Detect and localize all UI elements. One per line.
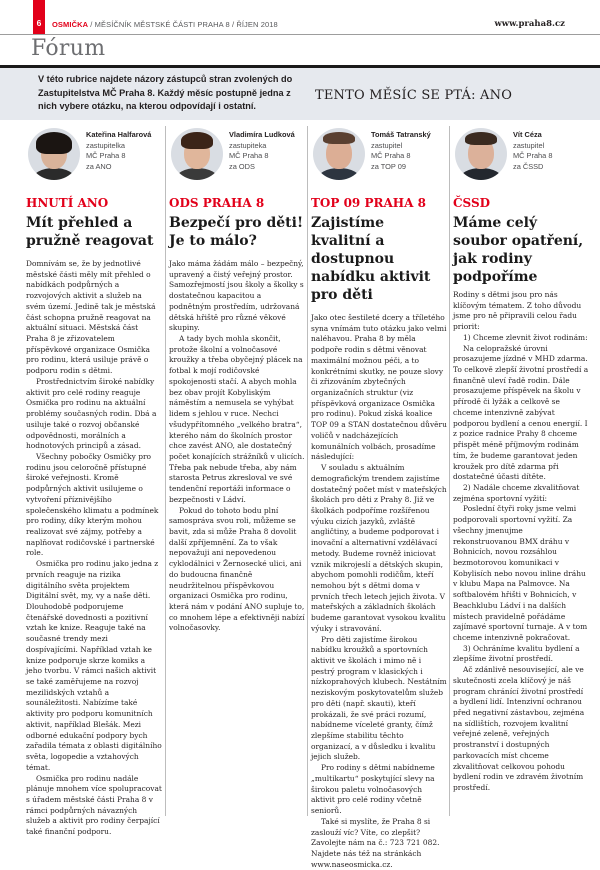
paragraph: 3) Ochráníme kvalitu bydlení a zlepšíme životní prostředí. (453, 643, 580, 664)
author-block (169, 126, 305, 184)
author-role: zastupitelka (86, 140, 126, 150)
author-info (513, 130, 552, 172)
website-link[interactable]: www.praha8.cz (494, 19, 565, 29)
headline: Bezpečí pro děti! Je to málo? (169, 215, 304, 249)
author-info (371, 130, 431, 172)
paragraph: Na celopražské úrovni prosazujeme jízdné v MHD zdarma. To celkově zlepší životní prostředí a finančně uleví řadě rodin. Dále prosazujeme příspěvek na školu v přírodě či lyžák a celkově se chceme intenzivně zabývat podporou bydlení a cenou energií. I z pozice radnice Prahy 8 chceme přispět méně příjmovým rodinám tím, že budeme garantovat jeden kroužek pro dítě zdarma při dostatečné účasti dítěte. (453, 343, 589, 482)
page-number: 6 (36, 18, 42, 28)
headline: Mít přehled a pružně reagovat (26, 215, 154, 249)
author-party: za ČSSD (513, 161, 544, 171)
author-party: za ANO (86, 161, 112, 171)
author-info (86, 130, 151, 172)
author-party: za TOP 09 (371, 161, 406, 171)
author-role: zastupiteka (229, 140, 267, 150)
header-divider (0, 34, 600, 35)
paragraph: Ač zdánlivě nesouvisející, ale ve skutečnosti zcela klíčový je náš program chránící životní prostředí a bydlení lidí. Intenzivní ochranou před negativní zástavbou, zejména na sídlištích, rozvojem kvalitní veřejné zeleně, veřejných prostranství i dostupných parkovacích míst chceme zkvalitňovat celkovou pohodu bydlení rodin ve zdravém životním prostředí. (453, 665, 585, 793)
section-title: Fórum (31, 36, 106, 61)
paragraph: 2) Nadále chceme zkvalitňovat zejména sportovní vyžití: (453, 482, 580, 503)
paragraph: Osmička pro rodinu nadále plánuje mnohem více spolupracovat s úřadem městské části Praha 8 v rámci podpůrných návazných služeb a aktivit pro rodiny čerpající také finanční podporu. (26, 773, 162, 837)
column-divider (449, 126, 450, 816)
paragraph: A tady bych mohla skončit, protože školní a volnočasové kroužky a třeba obyčejný plácek na fotbal k mojí rodičovské spokojenosti stačí. A abych mohla bez obav projít Kobyliským náměstím a nemusela se vyhýbat lidem s jehlou v ruce. Nechci všudypřítomného „velkého bratra“, kterého nám do školních prostor chce zavést ANO, ale dostatečný počet konajících strážníků v ulicích. Třeba pak nebude třeba, aby nám starosta Petrus zkresloval ve své tendenční reportáži informace o bezpečnosti v Ládví. (169, 334, 305, 504)
paragraph: Poslední čtyři roky jsme velmi podporovali sportovní vyžití. Za všechny jmenujme rekonstruovanou BMX dráhu v Bohnicích, novou rozsáhlou bezmotorovou komunikaci v Kobylisích nebo novou inline dráhu v klubu Mapa na Palmovce. Na softbalovém hřišti v Bohnicích, v Beachklubu Ládví i na dalších místech pravidelně pořádáme zajímavé sportovní turnaje. A v tom chceme intenzivně pokračovat. (453, 504, 588, 642)
party-name: HNUTÍ ANO (26, 196, 109, 210)
paragraph: Pokud do tohoto bodu plní samospráva svou roli, můžeme se bavit, zda si může Praha 8 dovolit další zpříjemnění. Za to však nepovažuji ani nepovedenou cyklodálnici v Žernosecké ulici, ani do budoucna finančně neudržitelnou příspěvkovou organizaci Osmička pro rodinu, která nám v podání ANO supluje to, co mnohem lépe a efektivněji nabízí volnočasovky. (169, 505, 305, 633)
author-body: MČ Praha 8 (371, 151, 411, 160)
this-month-question-owner: TENTO MĚSÍC SE PTÁ: ANO (315, 88, 513, 103)
author-body: MČ Praha 8 (513, 151, 553, 160)
article-body (169, 259, 305, 634)
author-name: Vít Céza (513, 130, 542, 139)
party-name: ČSSD (453, 196, 491, 210)
paragraph: Prostřednictvím široké nabídky aktivit pro celé rodiny reaguje Osmička pro rodinu na aktuální problémy současných rodin. Dbá a usiluje také o rozvoj občanské odpovědnosti, morálních a hodnotových principů a zásad. (26, 376, 157, 451)
author-body: MČ Praha 8 (229, 151, 269, 160)
author-body: MČ Praha 8 (86, 151, 126, 160)
author-party: za ODS (229, 161, 255, 171)
author-block (311, 126, 447, 184)
paragraph: 1) Chceme zlevnit život rodinám: (463, 332, 588, 342)
column-divider (165, 126, 166, 816)
headline: Zajistíme kvalitní a dostupnou nabídku aktivit pro děti (311, 215, 431, 303)
author-photo (171, 128, 223, 180)
running-head (52, 20, 278, 29)
author-photo (28, 128, 80, 180)
article-body (26, 259, 162, 838)
author-block (453, 126, 589, 184)
intro-text: V této rubrice najdete názory zástupců stran zvolených do Zastupitelstva MČ Praha 8. Každý měsíc postupně jedna z nich vybere otázku, na kterou odpovídají i ostatní. (38, 74, 293, 112)
party-name: TOP 09 PRAHA 8 (311, 196, 426, 210)
paragraph: Jako máma žádám málo – bezpečný, upravený a čistý veřejný prostor. Samozřejmostí jsou školy a školky s dostatečnou kapacitou a podnětným prostředím, udržovaná dětská hřiště pro různé věkové skupiny. (169, 259, 304, 333)
opinion-column-cssd (453, 126, 589, 794)
paragraph: Všechny pobočky Osmičky pro rodinu jsou celoročně přístupné široké veřejnosti. Kromě podpůrných aktivit usilujeme o vytvoření příznivějšího společenského klimatu a podmínek pro rodiny, díky kterým mohou realizovat své zájmy, potřeby a naplňovat rodičovské i partnerské role. (26, 451, 159, 558)
opinion-column-ano (26, 126, 162, 838)
paragraph: Domnívám se, že by jednotlivé městské části měly mít přehled o nabídkách podpůrných a rozvojových aktivit a služeb na svém území. Jedině tak je městská část schopna pružně reagovat na aktuální situaci. Městská část Praha 8 je zřizovatelem příspěvkové organizace Osmička pro rodinu, která usiluje právě o podporu rodin s dětmi. (26, 259, 156, 376)
paragraph: V souladu s aktuálním demografickým trendem zajistíme dostatečný počet míst v mateřských školách pro děti z Prahy 8. Již ve školkách podpoříme rozšířenou výuku cizích jazyků, zvláště angličtiny, a budeme podporovat i inovační a alternativní vzdělávací metody. Budeme rovněž iniciovat vznik mikrojeslí a dětských skupin, abychom pomohli rodičům, kteří nemohou být s dětmi doma v prvních třech letech jejich života. V mateřských a základních školách budeme garantovat vysokou kvalitu výuky i stravování. (311, 463, 447, 633)
paragraph: Pro rodiny s dětmi nabídneme „multikartu“ poskytující slevy na širokou paletu volnočasových aktivit pro celé rodiny včetně seniorů. (311, 763, 435, 816)
paragraph: Jako otec šestileté dcery a tříletého syna vnímám tuto otázku jako velmi naléhavou. Praha 8 by měla podpoře rodin s dětmi věnovat maximální možnou péči, a to konkrétními skutky, ne pouze slovy či zřizováním zbytečných organizačních struktur (viz příspěvková organizace Osmička pro rodinu). Pokud získá koalice TOP 09 a STAN dostatečnou důvěru voličů v nadcházejících komunálních volbách, prosadíme následující: (311, 313, 447, 462)
author-role: zastupitel (513, 140, 545, 150)
author-block (26, 126, 162, 184)
paragraph: Pro děti zajistíme širokou nabídku kroužků a sportovních aktivit ve školách i mimo ně i pestrý program v klasických i nízkoprahových klubech. Nestátním neziskovým poskytovatelům služeb pro děti (např. skauti), kteří prokázali, že své práci rozumí, nabídneme víceleté granty, čímž zlepšíme stabilitu těchto organizací, a v důsledku i kvalitu jejich služeb. (311, 634, 447, 762)
author-info (229, 130, 295, 172)
magazine-brand: OSMIČKA (52, 20, 89, 29)
author-role: zastupitel (371, 140, 403, 150)
paragraph: Osmička pro rodinu jako jedna z prvních reaguje na rizika digitálního světa projektem Digitální svět, my, vy a naše děti. Dlouhodobě podporujeme čtenářské dovednosti a pozitivní vztah ke knize. Reaguje také na současné trendy mezi dospívajícími. Například vztah ke knize podporuje skrze komiks a jeho tvorbu. V rámci našich aktivit se také zaměřujeme na rozvoj mezilidských vztahů a sounáležitosti. Nabízíme také aktivity pro podporu komunitních aktivit, například Blešák. Mezi odborné edukační podpory bych zařadila témata z oblasti digitálního světa, logopedie a vztahových témat. (26, 559, 162, 772)
column-divider (307, 126, 308, 816)
author-name: Tomáš Tatranský (371, 130, 431, 139)
headline: Máme celý soubor opatření, jak rodiny podpoříme (453, 215, 584, 285)
opinion-column-ods (169, 126, 305, 634)
author-photo (455, 128, 507, 180)
article-body (453, 290, 589, 794)
page-number-tab (33, 0, 45, 34)
opinion-column-top09 (311, 126, 447, 870)
paragraph: Rodiny s dětmi jsou pro nás klíčovým tématem. Z toho důvodu jsme pro ně připravili celou řadu priorit: (453, 290, 582, 332)
paragraph: Také si myslíte, že Praha 8 si zaslouží víc? Víte, co zlepšit? Zavolejte nám na č.: 723 721 082. Najdete nás též na stránkách www.naseosmicka.cz. (311, 816, 440, 869)
author-photo (313, 128, 365, 180)
author-name: Kateřina Halfarová (86, 130, 152, 139)
running-head-text: / MĚSÍČNÍK MĚSTSKÉ ČÁSTI PRAHA 8 / ŘÍJEN 2018 (88, 20, 278, 29)
author-name: Vladimíra Ludková (229, 130, 295, 139)
party-name: ODS PRAHA 8 (169, 196, 265, 210)
article-body (311, 313, 447, 870)
